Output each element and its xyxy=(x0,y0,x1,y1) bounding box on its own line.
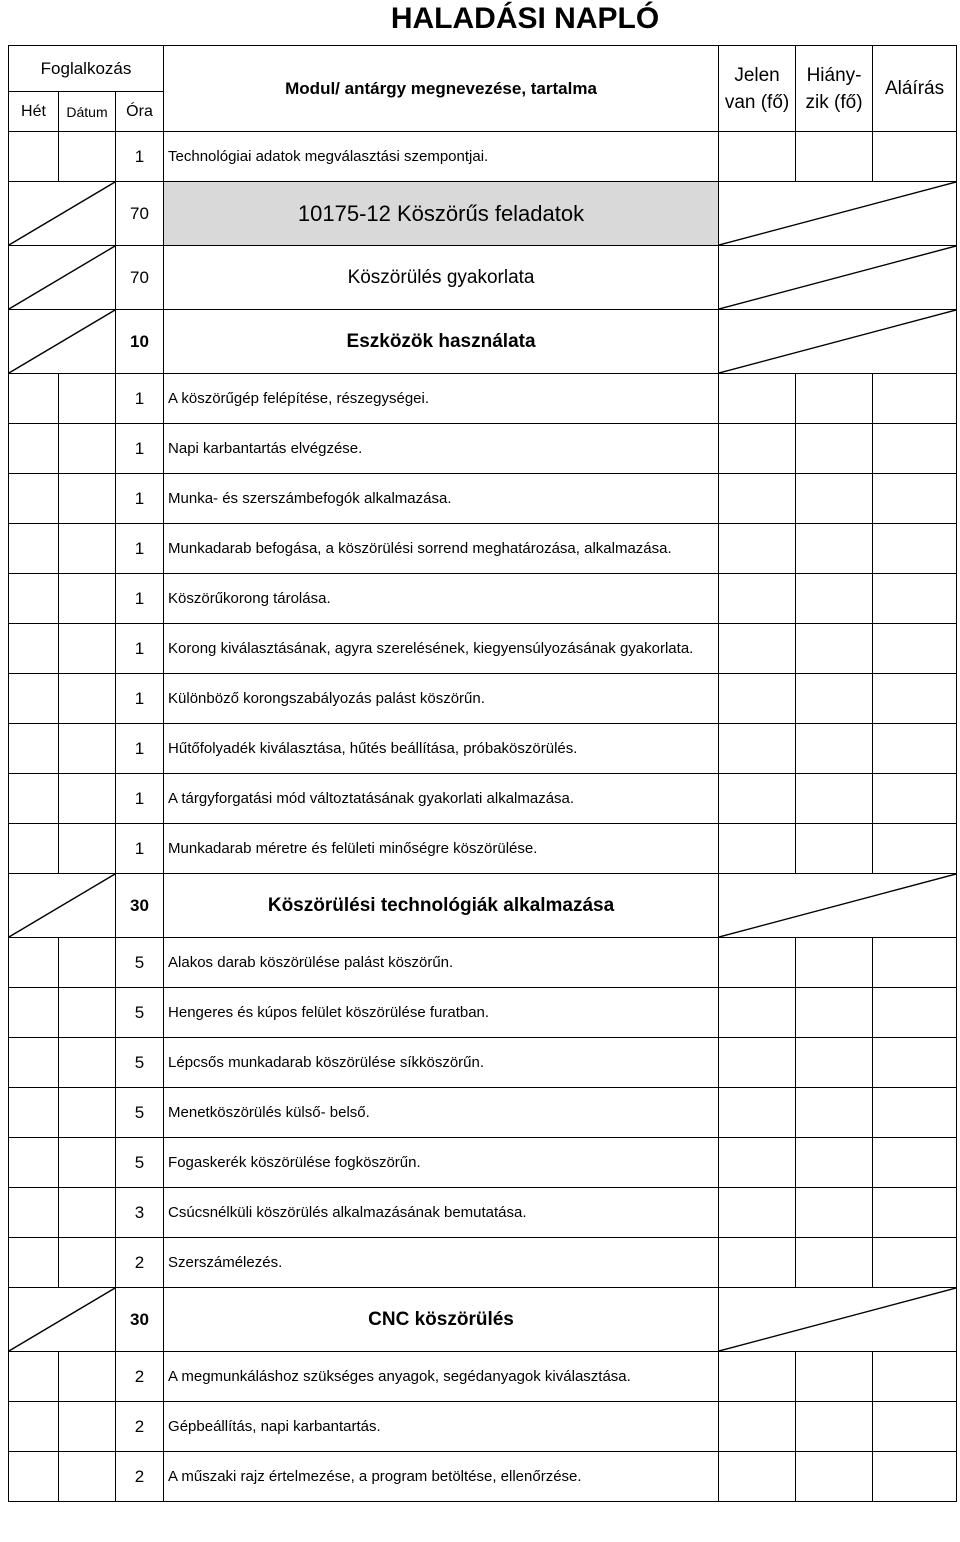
cell-ora: 1 xyxy=(116,524,164,574)
cell-het[interactable] xyxy=(9,724,59,774)
cell-hiany[interactable] xyxy=(796,574,873,624)
cell-het[interactable] xyxy=(9,938,59,988)
diagonal-line xyxy=(9,310,115,373)
cell-het[interactable] xyxy=(9,1402,59,1452)
cell-hiany[interactable] xyxy=(796,1352,873,1402)
cell-hiany[interactable] xyxy=(796,1088,873,1138)
cell-jelen[interactable] xyxy=(719,424,796,474)
cell-jelen[interactable] xyxy=(719,1138,796,1188)
cell-datum[interactable] xyxy=(59,938,116,988)
cell-het[interactable] xyxy=(9,424,59,474)
table-row xyxy=(9,1238,957,1288)
cell-jelen-hiany-alairas-blank xyxy=(719,246,957,310)
section-title: Eszközök használata xyxy=(164,310,719,374)
table-row xyxy=(9,774,957,824)
cell-ora: 30 xyxy=(116,1288,164,1352)
table-row xyxy=(9,524,957,574)
cell-hiany[interactable] xyxy=(796,1452,873,1502)
cell-description: Technológiai adatok megválasztási szempontjai. xyxy=(164,132,719,182)
cell-het[interactable] xyxy=(9,774,59,824)
cell-datum[interactable] xyxy=(59,424,116,474)
cell-alairas[interactable] xyxy=(873,1088,957,1138)
section-title: Köszörülés gyakorlata xyxy=(164,246,719,310)
cell-alairas[interactable] xyxy=(873,1138,957,1188)
progress-log-table xyxy=(8,45,957,1502)
diagonal-line xyxy=(719,310,956,373)
cell-description: Munkadarab méretre és felületi minőségre köszörülése. xyxy=(164,824,719,874)
diagonal-strike xyxy=(719,874,956,937)
table-row xyxy=(9,424,957,474)
table-row xyxy=(9,624,957,674)
cell-jelen[interactable] xyxy=(719,938,796,988)
cell-ora: 2 xyxy=(116,1402,164,1452)
cell-alairas[interactable] xyxy=(873,524,957,574)
cell-alairas[interactable] xyxy=(873,1038,957,1088)
cell-het[interactable] xyxy=(9,674,59,724)
section-row xyxy=(9,246,957,310)
cell-hiany[interactable] xyxy=(796,988,873,1038)
cell-ora: 2 xyxy=(116,1452,164,1502)
cell-datum[interactable] xyxy=(59,674,116,724)
cell-het-datum-blank xyxy=(9,310,116,374)
table-row xyxy=(9,988,957,1038)
cell-datum[interactable] xyxy=(59,374,116,424)
cell-het-datum-blank xyxy=(9,1288,116,1352)
cell-alairas[interactable] xyxy=(873,724,957,774)
cell-alairas[interactable] xyxy=(873,624,957,674)
cell-het[interactable] xyxy=(9,1452,59,1502)
cell-jelen-hiany-alairas-blank xyxy=(719,1288,957,1352)
cell-description: Hengeres és kúpos felület köszörülése furatban. xyxy=(164,988,719,1038)
diagonal-line xyxy=(9,182,115,245)
table-row xyxy=(9,374,957,424)
diagonal-strike xyxy=(9,310,115,373)
cell-hiany[interactable] xyxy=(796,1038,873,1088)
diagonal-line xyxy=(9,1288,115,1351)
section-row xyxy=(9,310,957,374)
cell-alairas[interactable] xyxy=(873,374,957,424)
cell-datum[interactable] xyxy=(59,132,116,182)
header-alairas: Aláírás xyxy=(873,46,957,132)
cell-ora: 5 xyxy=(116,1088,164,1138)
cell-description: Csúcsnélküli köszörülés alkalmazásának bemutatása. xyxy=(164,1188,719,1238)
cell-ora: 1 xyxy=(116,774,164,824)
section-row xyxy=(9,874,957,938)
cell-description: Alakos darab köszörülése palást köszörűn. xyxy=(164,938,719,988)
cell-ora: 1 xyxy=(116,674,164,724)
diagonal-line xyxy=(9,874,115,937)
table-row xyxy=(9,1088,957,1138)
cell-description: Menetköszörülés külső- belső. xyxy=(164,1088,719,1138)
cell-alairas[interactable] xyxy=(873,1452,957,1502)
table-row xyxy=(9,574,957,624)
diagonal-line xyxy=(719,1288,956,1351)
cell-datum[interactable] xyxy=(59,1188,116,1238)
cell-ora: 1 xyxy=(116,824,164,874)
diagonal-strike xyxy=(9,182,115,245)
cell-ora: 5 xyxy=(116,988,164,1038)
cell-alairas[interactable] xyxy=(873,774,957,824)
cell-description: Lépcsős munkadarab köszörülése síkköszörűn. xyxy=(164,1038,719,1088)
section-title: Köszörülési technológiák alkalmazása xyxy=(164,874,719,938)
cell-hiany[interactable] xyxy=(796,374,873,424)
cell-hiany[interactable] xyxy=(796,724,873,774)
cell-hiany[interactable] xyxy=(796,674,873,724)
diagonal-strike xyxy=(719,182,956,245)
cell-jelen-hiany-alairas-blank xyxy=(719,310,957,374)
diagonal-strike xyxy=(9,246,115,309)
header-het: Hét xyxy=(9,92,59,132)
header-foglalkozas: Foglalkozás xyxy=(9,46,164,92)
header-hiany-line1: Hiány- xyxy=(806,64,862,86)
cell-description: Szerszámélezés. xyxy=(164,1238,719,1288)
cell-jelen[interactable] xyxy=(719,374,796,424)
table-row xyxy=(9,1402,957,1452)
cell-hiany[interactable] xyxy=(796,774,873,824)
cell-datum[interactable] xyxy=(59,988,116,1038)
diagonal-line xyxy=(9,246,115,309)
cell-alairas[interactable] xyxy=(873,424,957,474)
cell-het[interactable] xyxy=(9,132,59,182)
cell-ora: 2 xyxy=(116,1352,164,1402)
cell-description: A köszörűgép felépítése, részegységei. xyxy=(164,374,719,424)
cell-datum[interactable] xyxy=(59,824,116,874)
cell-alairas[interactable] xyxy=(873,132,957,182)
table-row xyxy=(9,938,957,988)
cell-jelen[interactable] xyxy=(719,1038,796,1088)
cell-ora: 5 xyxy=(116,938,164,988)
cell-jelen[interactable] xyxy=(719,674,796,724)
table-row xyxy=(9,132,957,182)
table-row xyxy=(9,474,957,524)
cell-ora: 70 xyxy=(116,246,164,310)
cell-description: Munka- és szerszámbefogók alkalmazása. xyxy=(164,474,719,524)
cell-ora: 1 xyxy=(116,724,164,774)
cell-alairas[interactable] xyxy=(873,824,957,874)
cell-het-datum-blank xyxy=(9,182,116,246)
cell-hiany[interactable] xyxy=(796,132,873,182)
section-title: CNC köszörülés xyxy=(164,1288,719,1352)
cell-ora: 10 xyxy=(116,310,164,374)
cell-description: A tárgyforgatási mód változtatásának gyakorlati alkalmazása. xyxy=(164,774,719,824)
cell-alairas[interactable] xyxy=(873,1238,957,1288)
cell-het[interactable] xyxy=(9,374,59,424)
cell-ora: 1 xyxy=(116,574,164,624)
cell-alairas[interactable] xyxy=(873,474,957,524)
cell-description: Korong kiválasztásának, agyra szerelésének, kiegyensúlyozásának gyakorlata. xyxy=(164,624,719,674)
cell-ora: 70 xyxy=(116,182,164,246)
header-ora: Óra xyxy=(116,92,164,132)
cell-datum[interactable] xyxy=(59,1138,116,1188)
table-row xyxy=(9,1188,957,1238)
cell-ora: 30 xyxy=(116,874,164,938)
table-row xyxy=(9,724,957,774)
section-title: 10175-12 Köszörűs feladatok xyxy=(164,182,719,246)
cell-jelen[interactable] xyxy=(719,1238,796,1288)
cell-jelen[interactable] xyxy=(719,824,796,874)
cell-datum[interactable] xyxy=(59,1238,116,1288)
cell-jelen[interactable] xyxy=(719,1188,796,1238)
diagonal-strike xyxy=(719,1288,956,1351)
cell-hiany[interactable] xyxy=(796,1238,873,1288)
cell-hiany[interactable] xyxy=(796,824,873,874)
cell-het[interactable] xyxy=(9,1188,59,1238)
cell-hiany[interactable] xyxy=(796,624,873,674)
cell-alairas[interactable] xyxy=(873,938,957,988)
cell-description: Hűtőfolyadék kiválasztása, hűtés beállítása, próbaköszörülés. xyxy=(164,724,719,774)
header-datum: Dátum xyxy=(59,92,116,132)
table-row xyxy=(9,1138,957,1188)
diagonal-line xyxy=(719,182,956,245)
cell-het[interactable] xyxy=(9,988,59,1038)
cell-het[interactable] xyxy=(9,524,59,574)
cell-het[interactable] xyxy=(9,1352,59,1402)
cell-jelen-hiany-alairas-blank xyxy=(719,874,957,938)
cell-alairas[interactable] xyxy=(873,674,957,724)
cell-jelen-hiany-alairas-blank xyxy=(719,182,957,246)
cell-ora: 5 xyxy=(116,1038,164,1088)
cell-het[interactable] xyxy=(9,1238,59,1288)
cell-hiany[interactable] xyxy=(796,1402,873,1452)
cell-ora: 1 xyxy=(116,624,164,674)
cell-hiany[interactable] xyxy=(796,1138,873,1188)
cell-ora: 3 xyxy=(116,1188,164,1238)
cell-hiany[interactable] xyxy=(796,424,873,474)
section-row xyxy=(9,1288,957,1352)
cell-jelen[interactable] xyxy=(719,1402,796,1452)
cell-jelen[interactable] xyxy=(719,724,796,774)
diagonal-strike xyxy=(719,310,956,373)
cell-description: Munkadarab befogása, a köszörülési sorrend meghatározása, alkalmazása. xyxy=(164,524,719,574)
header-row-top xyxy=(9,46,957,92)
cell-jelen[interactable] xyxy=(719,774,796,824)
cell-jelen[interactable] xyxy=(719,1088,796,1138)
section-row xyxy=(9,182,957,246)
cell-description: A műszaki rajz értelmezése, a program betöltése, ellenőrzése. xyxy=(164,1452,719,1502)
header-hiany-line2: zik (fő) xyxy=(805,91,863,113)
header-hiany xyxy=(796,46,873,132)
cell-alairas[interactable] xyxy=(873,574,957,624)
cell-description: Különböző korongszabályozás palást köszörűn. xyxy=(164,674,719,724)
header-jelen-line1: Jelen xyxy=(734,64,780,86)
cell-jelen[interactable] xyxy=(719,624,796,674)
cell-ora: 1 xyxy=(116,424,164,474)
cell-het[interactable] xyxy=(9,1038,59,1088)
cell-het[interactable] xyxy=(9,474,59,524)
cell-datum[interactable] xyxy=(59,474,116,524)
cell-jelen[interactable] xyxy=(719,524,796,574)
cell-datum[interactable] xyxy=(59,524,116,574)
diagonal-strike xyxy=(9,874,115,937)
header-jelen-line2: van (fő) xyxy=(724,91,790,113)
cell-het[interactable] xyxy=(9,624,59,674)
cell-description: Köszörűkorong tárolása. xyxy=(164,574,719,624)
cell-jelen[interactable] xyxy=(719,132,796,182)
cell-description: Gépbeállítás, napi karbantartás. xyxy=(164,1402,719,1452)
cell-ora: 2 xyxy=(116,1238,164,1288)
cell-datum[interactable] xyxy=(59,1038,116,1088)
cell-het[interactable] xyxy=(9,1138,59,1188)
table-row xyxy=(9,1452,957,1502)
cell-datum[interactable] xyxy=(59,574,116,624)
cell-het-datum-blank xyxy=(9,246,116,310)
cell-alairas[interactable] xyxy=(873,1352,957,1402)
cell-het[interactable] xyxy=(9,574,59,624)
cell-hiany[interactable] xyxy=(796,1188,873,1238)
cell-datum[interactable] xyxy=(59,1402,116,1452)
cell-het-datum-blank xyxy=(9,874,116,938)
cell-jelen[interactable] xyxy=(719,574,796,624)
table-row xyxy=(9,674,957,724)
cell-datum[interactable] xyxy=(59,1452,116,1502)
header-jelen xyxy=(719,46,796,132)
cell-jelen[interactable] xyxy=(719,1352,796,1402)
cell-jelen[interactable] xyxy=(719,1452,796,1502)
cell-ora: 5 xyxy=(116,1138,164,1188)
cell-hiany[interactable] xyxy=(796,524,873,574)
cell-datum[interactable] xyxy=(59,1352,116,1402)
table-row xyxy=(9,824,957,874)
cell-hiany[interactable] xyxy=(796,474,873,524)
header-modul: Modul/ antárgy megnevezése, tartalma xyxy=(164,46,719,132)
table-row xyxy=(9,1352,957,1402)
table-row xyxy=(9,1038,957,1088)
cell-ora: 1 xyxy=(116,132,164,182)
diagonal-strike xyxy=(9,1288,115,1351)
cell-het[interactable] xyxy=(9,824,59,874)
cell-description: A megmunkáláshoz szükséges anyagok, segédanyagok kiválasztása. xyxy=(164,1352,719,1402)
cell-alairas[interactable] xyxy=(873,988,957,1038)
diagonal-line xyxy=(719,874,956,937)
cell-datum[interactable] xyxy=(59,774,116,824)
page-title: HALADÁSI NAPLÓ xyxy=(390,2,660,35)
cell-jelen[interactable] xyxy=(719,474,796,524)
cell-het[interactable] xyxy=(9,1088,59,1138)
cell-alairas[interactable] xyxy=(873,1402,957,1452)
diagonal-line xyxy=(719,246,956,309)
cell-jelen[interactable] xyxy=(719,988,796,1038)
cell-ora: 1 xyxy=(116,474,164,524)
cell-datum[interactable] xyxy=(59,1088,116,1138)
cell-alairas[interactable] xyxy=(873,1188,957,1238)
cell-datum[interactable] xyxy=(59,624,116,674)
diagonal-strike xyxy=(719,246,956,309)
cell-hiany[interactable] xyxy=(796,938,873,988)
cell-description: Napi karbantartás elvégzése. xyxy=(164,424,719,474)
cell-datum[interactable] xyxy=(59,724,116,774)
cell-description: Fogaskerék köszörülése fogköszörűn. xyxy=(164,1138,719,1188)
cell-ora: 1 xyxy=(116,374,164,424)
